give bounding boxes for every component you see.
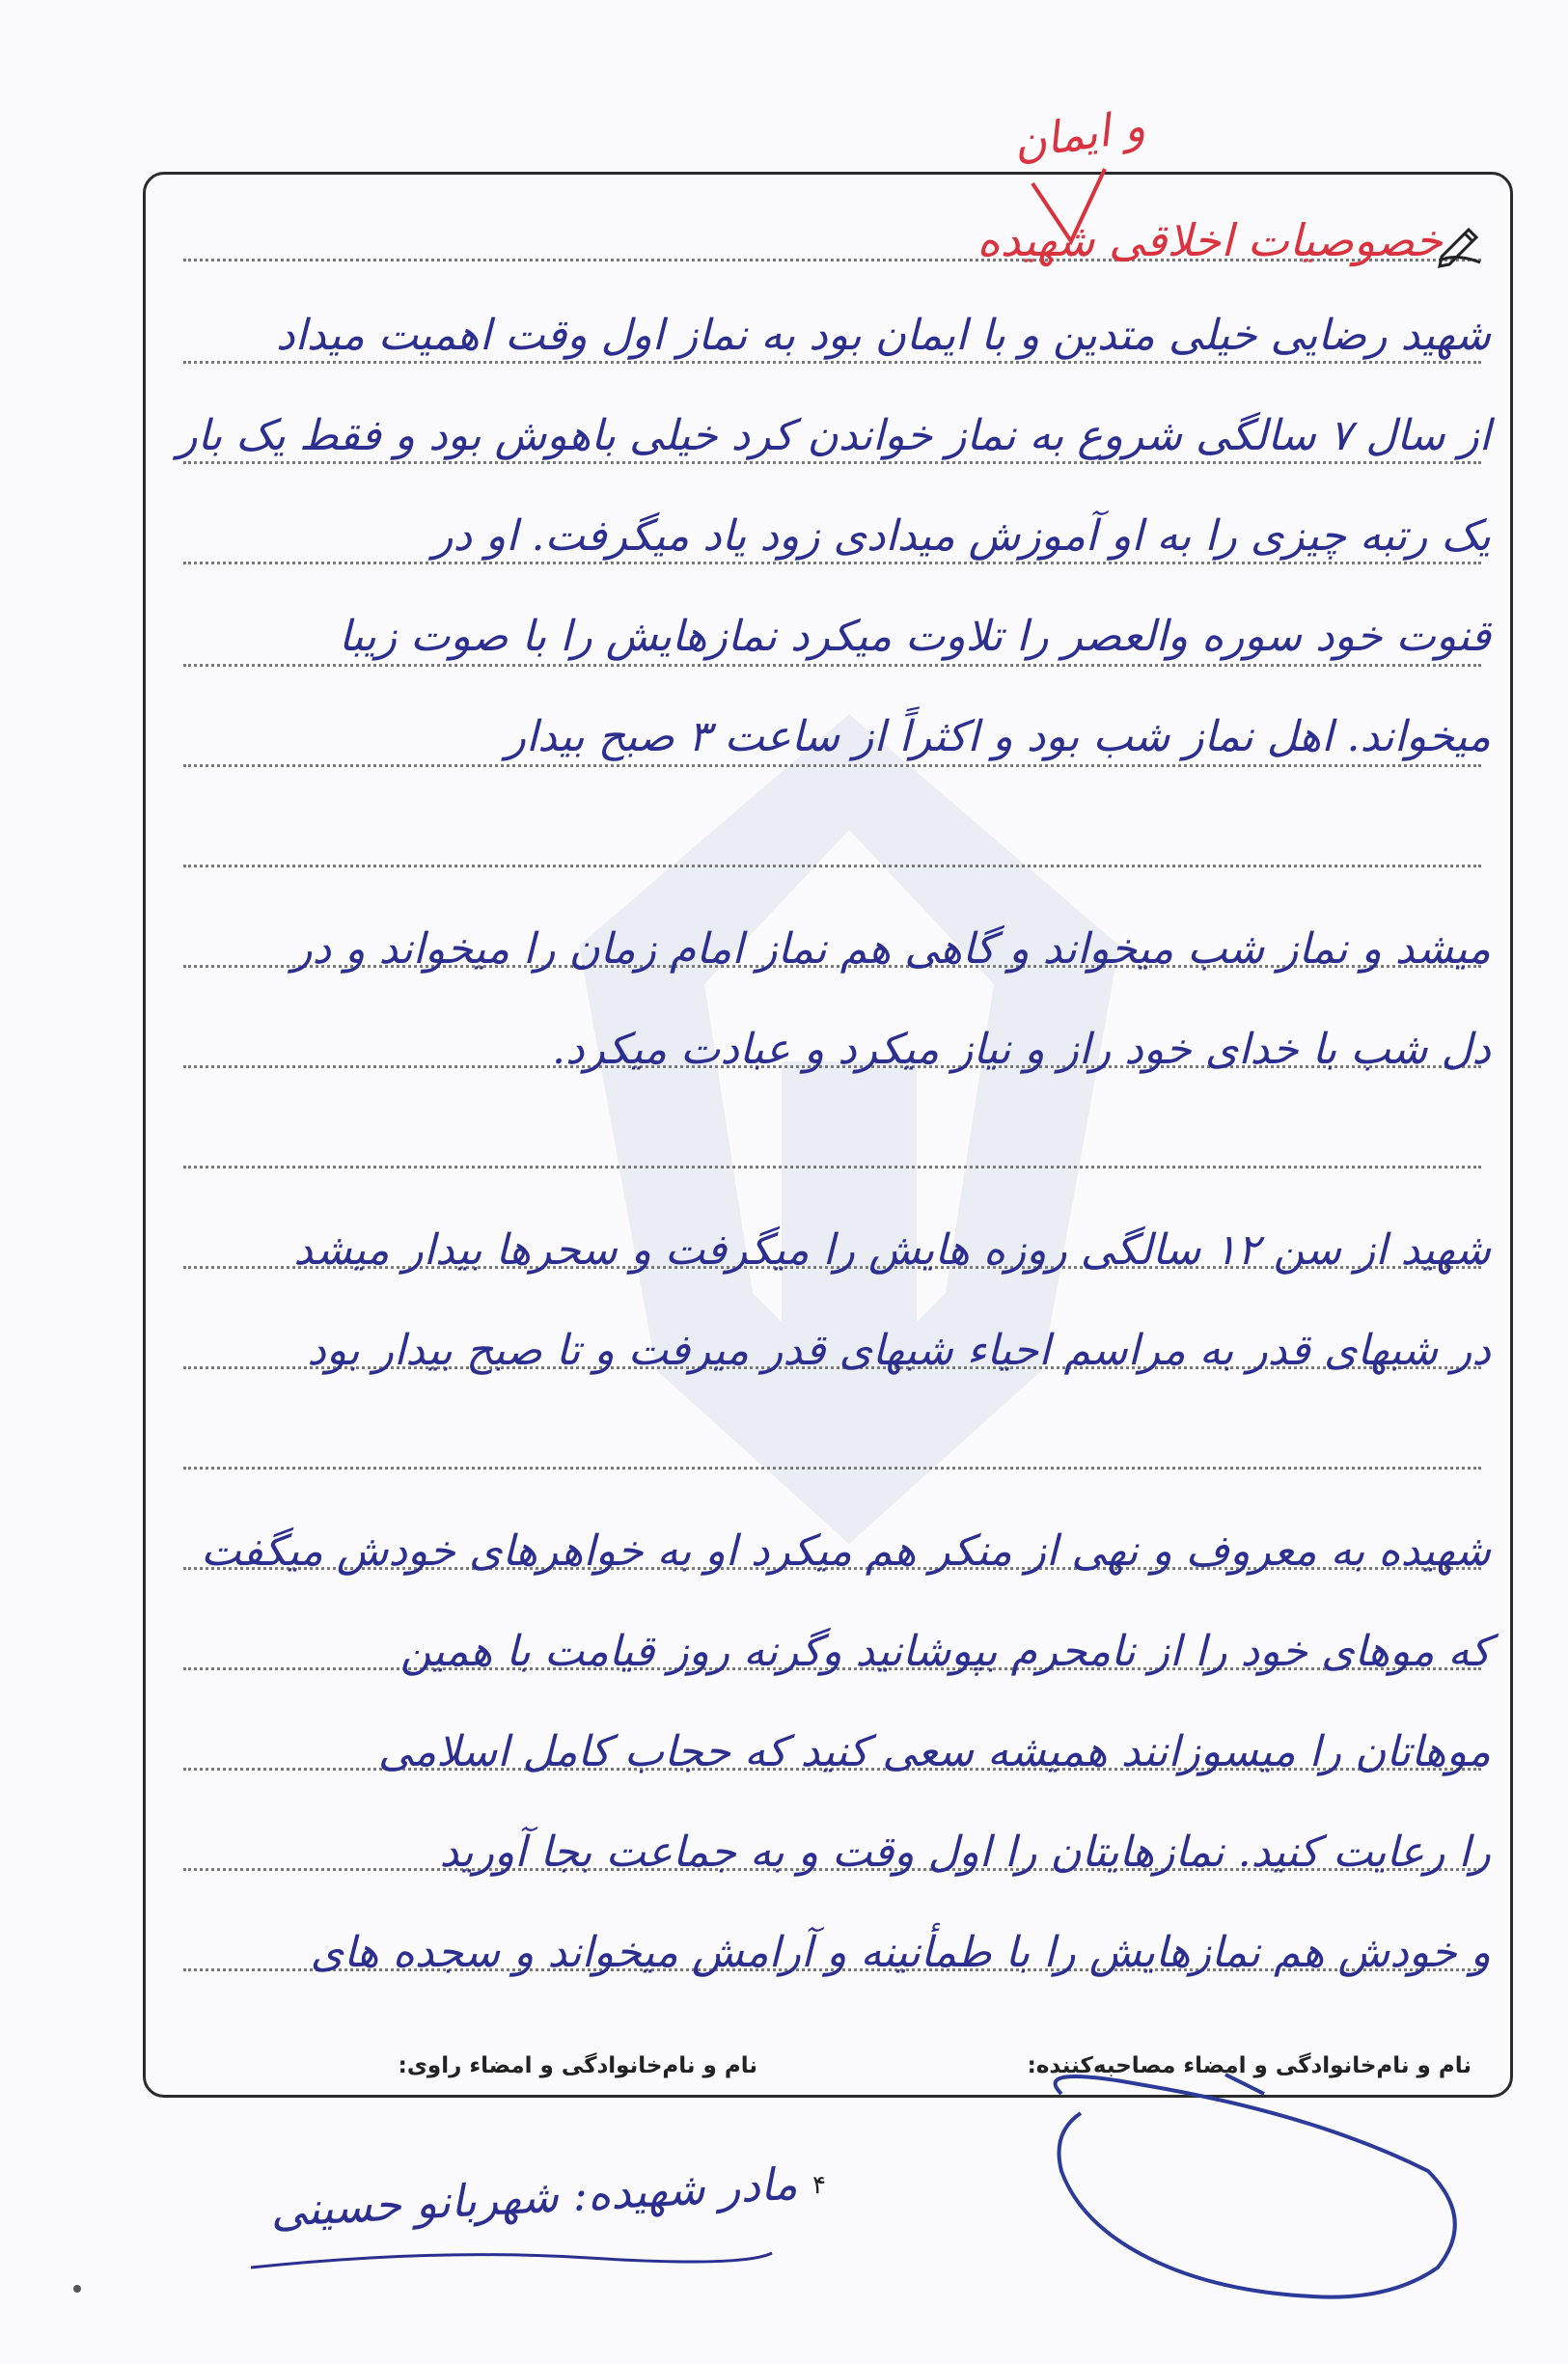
ruled-line <box>183 764 1481 767</box>
handwritten-line: موهاتان را میسوزانند همیشه سعی کنید که حجاب کامل اسلامی <box>377 1727 1491 1776</box>
ruled-line <box>183 361 1481 364</box>
insertion-caret-icon <box>1013 164 1119 251</box>
handwritten-line: شهید از سن ۱۲ سالگی روزه هایش را میگرفت و سحرها بیدار میشد <box>293 1225 1491 1275</box>
handwritten-line: در شبهای قدر به مراسم احیاء شبهای قدر میرفت و تا صبح بیدار بود <box>307 1326 1491 1375</box>
heading-correction: و ایمان <box>1009 98 1148 170</box>
handwritten-line: دل شب با خدای خود راز و نیاز میکرد و عبادت میکرد. <box>552 1025 1491 1074</box>
handwritten-line: که موهای خود را از نامحرم بپوشانید وگرنه روز قیامت با همین <box>399 1627 1491 1676</box>
pen-writing-icon <box>1436 218 1486 268</box>
signature-underline <box>241 2229 782 2287</box>
ruled-line <box>183 664 1481 667</box>
interviewer-signature-label: نام و نام‌خانوادگی و امضاء مصاحبه‌کننده: <box>1027 2053 1472 2078</box>
ruled-line <box>183 865 1481 867</box>
handwritten-line: را رعایت کنید. نمازهایتان را اول وقت و به جماعت بجا آورید <box>439 1828 1491 1877</box>
handwritten-line: و خودش هم نمازهایش را با طمأنینه و آرامش میخواند و سجده های <box>310 1928 1491 1977</box>
interviewer-signature-scribble <box>1023 2055 1476 2306</box>
page-number: ۴ <box>812 2171 826 2200</box>
narrator-signature: مادر شهیده: شهربانو حسینی <box>268 2157 799 2238</box>
scan-dot-mark <box>68 2279 87 2298</box>
handwritten-line: یک رتبه چیزی را به او آموزش میدادی زود یاد میگرفت. او در <box>432 511 1491 561</box>
handwritten-line: شهید رضایی خیلی متدین و با ایمان بود به نماز اول وقت اهمیت میداد <box>276 311 1491 360</box>
handwritten-line: قنوت خود سوره والعصر را تلاوت میکرد نمازهایش را با صوت زیبا <box>338 612 1491 661</box>
handwritten-line: میشد و نماز شب میخواند و گاهی هم نماز امام زمان را میخواند و در <box>291 924 1491 974</box>
ruled-line <box>183 1467 1481 1470</box>
handwritten-line: از سال ۷ سالگی شروع به نماز خواندن کرد خیلی باهوش بود و فقط یک بار <box>177 411 1491 460</box>
handwritten-line: شهیده به معروف و نهی از منکر هم میکرد او به خواهرهای خودش میگفت <box>201 1526 1491 1576</box>
handwritten-line: میخواند. اهل نماز شب بود و اکثراً از ساعت ۳ صبح بیدار <box>505 712 1491 761</box>
ruled-line <box>183 461 1481 464</box>
section-heading: خصوصیات اخلاقی شهیده <box>977 214 1443 266</box>
narrator-signature-label: نام و نام‌خانوادگی و امضاء راوی: <box>398 2053 757 2078</box>
ruled-line <box>183 1166 1481 1168</box>
ruled-line <box>183 562 1481 564</box>
